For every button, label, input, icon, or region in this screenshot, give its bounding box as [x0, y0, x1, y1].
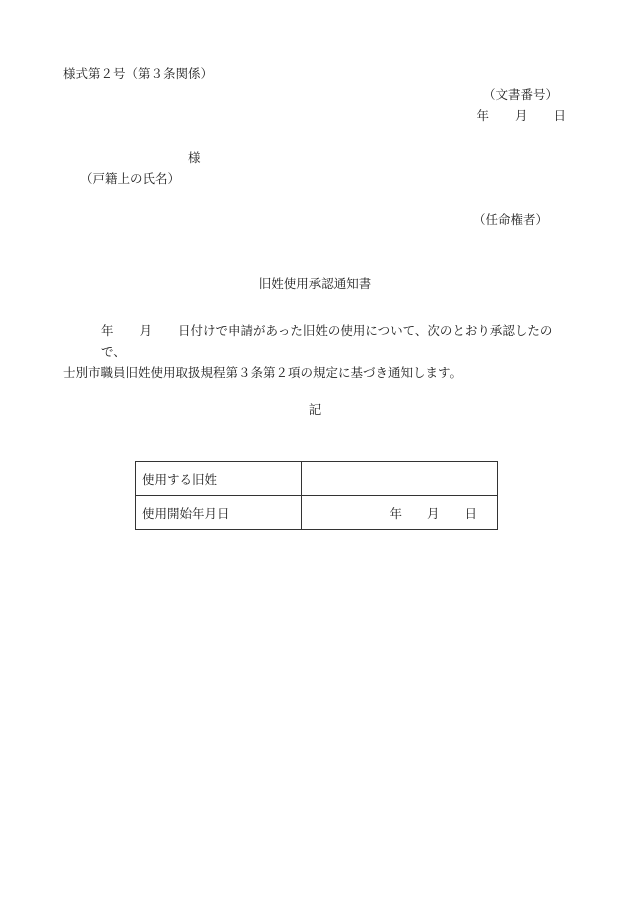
table-row — [136, 496, 498, 530]
form-number: 様式第２号（第３条関係） — [63, 66, 214, 81]
document-number-label: （文書番号） — [482, 87, 558, 102]
body-year: 年 — [101, 323, 114, 338]
addressee-registry-name-note: （戸籍上の氏名） — [80, 171, 181, 186]
body-line-1-rest: 日付けで申請があった旧姓の使用について、次のとおり承認したので、 — [101, 323, 553, 359]
issue-date-day: 日 — [553, 108, 566, 123]
addressee-honorific: 様 — [188, 150, 201, 165]
table-cell-value: 年 月 日 — [302, 496, 498, 530]
detail-table — [135, 461, 498, 530]
issue-date-year: 年 — [476, 108, 489, 123]
table-row — [136, 462, 498, 496]
body-line-1 — [63, 320, 567, 362]
body-line-2: 士別市職員旧姓使用取扱規程第３条第２項の規定に基づき通知します。 — [63, 365, 463, 380]
table-cell-label: 使用開始年月日 — [136, 496, 302, 530]
ki-heading: 記 — [308, 402, 322, 417]
body-month: 月 — [139, 323, 153, 338]
issuer-appointing-authority: （任命権者） — [472, 212, 548, 227]
table-cell-label: 使用する旧姓 — [136, 462, 302, 496]
table-cell-value — [302, 462, 498, 496]
body-text — [63, 320, 567, 383]
document-title: 旧姓使用承認通知書 — [258, 276, 372, 291]
issue-date-month: 月 — [514, 108, 528, 123]
issue-date — [476, 110, 566, 123]
